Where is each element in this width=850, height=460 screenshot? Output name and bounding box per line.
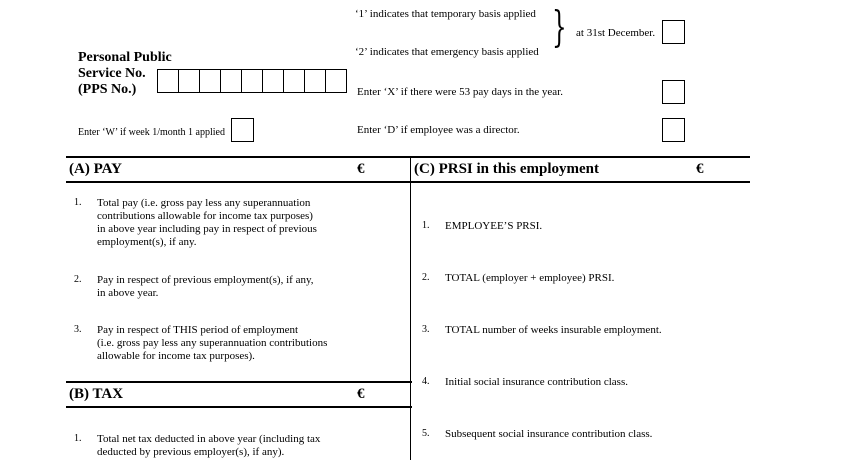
pps-digit-box[interactable]	[241, 69, 263, 93]
enter-d-label: Enter ‘D’ if employee was a director.	[357, 124, 520, 136]
section-b-currency: €	[357, 386, 365, 402]
section-b-top-rule	[66, 381, 412, 383]
prsi-item-5-text: Subsequent social insurance contribution class.	[445, 428, 653, 440]
at-31-december-label: at 31st December.	[576, 27, 656, 39]
pps-digit-box[interactable]	[199, 69, 221, 93]
item-number: 4.	[422, 376, 430, 387]
pps-digit-box[interactable]	[262, 69, 284, 93]
prsi-item-3-text: TOTAL number of weeks insurable employment.	[445, 324, 662, 336]
pps-digit-box[interactable]	[283, 69, 305, 93]
pps-digit-box[interactable]	[157, 69, 179, 93]
prsi-item-4-text: Initial social insurance contribution class.	[445, 376, 628, 388]
item-number: 3.	[74, 324, 82, 335]
prsi-item-1-text: EMPLOYEE’S PRSI.	[445, 220, 543, 232]
pps-label-line2: Service No.	[78, 66, 146, 81]
enter-x-label: Enter ‘X’ if there were 53 pay days in the year.	[357, 86, 563, 98]
section-b-title: (B) TAX	[69, 386, 124, 402]
section-a-bottom-rule	[66, 181, 412, 183]
tax-item-1-text: Total net tax deducted in above year (including tax deducted by previous employer(s), if any).	[97, 433, 321, 458]
item-number: 5.	[422, 428, 430, 439]
pps-number-field[interactable]	[157, 69, 346, 93]
section-a-top-rule	[66, 156, 412, 158]
week1-month1-box[interactable]	[231, 118, 254, 142]
section-a-title: (A) PAY	[69, 161, 122, 177]
pay-item-1-text: Total pay (i.e. gross pay less any superannuation contributions allowable for income tax purposes) in above year including pay in respect of previous employment(s), if any.	[97, 197, 317, 248]
enter-w-label: Enter ‘W’ if week 1/month 1 applied	[78, 127, 225, 138]
pay-item-3-text: Pay in respect of THIS period of employment (i.e. gross pay less any superannuation contributions allowable for income tax purposes).	[97, 324, 328, 362]
temp-basis-note: ‘1’ indicates that temporary basis applied	[355, 8, 536, 20]
pps-digit-box[interactable]	[178, 69, 200, 93]
pps-digit-box[interactable]	[325, 69, 347, 93]
column-divider	[410, 156, 411, 460]
item-number: 2.	[74, 274, 82, 285]
pps-label-line1: Personal Public	[78, 50, 172, 65]
temp-emergency-basis-box[interactable]	[662, 20, 685, 44]
item-number: 1.	[422, 220, 430, 231]
53-pay-days-box[interactable]	[662, 80, 685, 104]
brace-symbol: }	[552, 2, 567, 51]
section-c-title: (C) PRSI in this employment	[414, 161, 600, 177]
item-number: 1.	[74, 197, 82, 208]
pps-label-line3: (PPS No.)	[78, 82, 137, 97]
section-a-currency: €	[357, 161, 365, 177]
section-c-top-rule	[410, 156, 750, 158]
section-b-bottom-rule	[66, 406, 412, 408]
pps-digit-box[interactable]	[304, 69, 326, 93]
item-number: 3.	[422, 324, 430, 335]
section-c-currency: €	[696, 161, 704, 177]
director-box[interactable]	[662, 118, 685, 142]
item-number: 2.	[422, 272, 430, 283]
pps-digit-box[interactable]	[220, 69, 242, 93]
section-c-bottom-rule	[410, 181, 750, 183]
pay-item-2-text: Pay in respect of previous employment(s), if any, in above year.	[97, 274, 314, 299]
item-number: 1.	[74, 433, 82, 444]
prsi-item-2-text: TOTAL (employer + employee) PRSI.	[445, 272, 615, 284]
emergency-basis-note: ‘2’ indicates that emergency basis applied	[355, 46, 539, 58]
